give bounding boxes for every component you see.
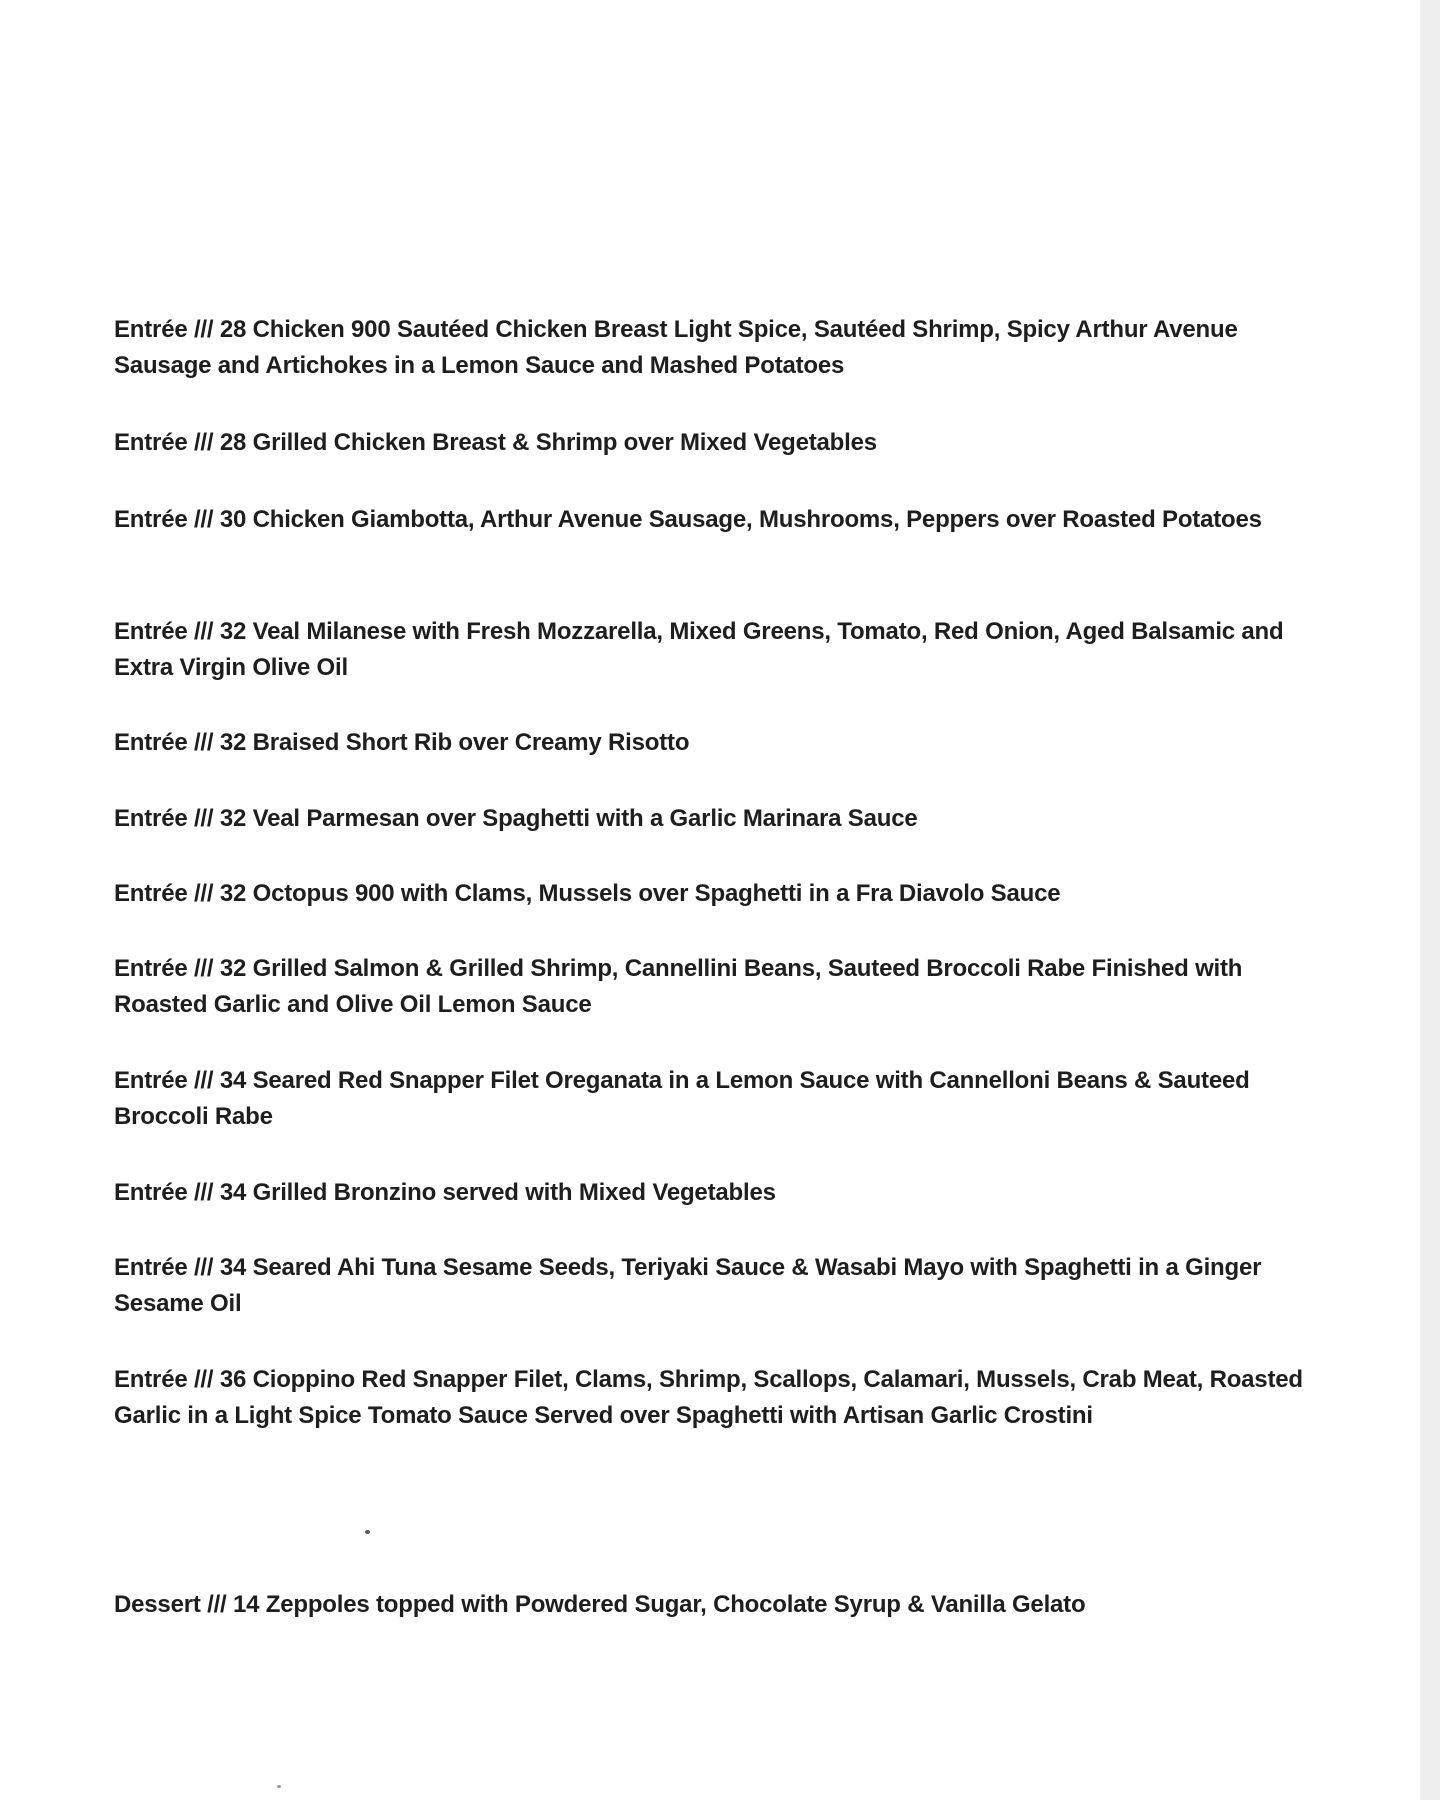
menu-item-dessert-zeppoles: Dessert /// 14 Zeppoles topped with Powdered Sugar, Chocolate Syrup & Vanilla Gelato xyxy=(114,1591,1086,1618)
menu-item-octopus-900: Entrée /// 32 Octopus 900 with Clams, Mussels over Spaghetti in a Fra Diavolo Sauce xyxy=(114,880,1061,907)
menu-item-braised-short-rib: Entrée /// 32 Braised Short Rib over Creamy Risotto xyxy=(114,729,690,756)
menu-item-grilled-bronzino: Entrée /// 34 Grilled Bronzino served with Mixed Vegetables xyxy=(114,1179,776,1206)
scan-edge-shadow xyxy=(1420,0,1440,1800)
scan-speck xyxy=(365,1530,370,1534)
scan-speck xyxy=(277,1785,281,1788)
menu-item-grilled-chicken-shrimp: Entrée /// 28 Grilled Chicken Breast & Shrimp over Mixed Vegetables xyxy=(114,429,877,456)
menu-item-ahi-tuna: Entrée /// 34 Seared Ahi Tuna Sesame Seeds, Teriyaki Sauce & Wasabi Mayo with Spaghetti in a Ginger Sesame Oil xyxy=(114,1254,1262,1317)
menu-item-cioppino: Entrée /// 36 Cioppino Red Snapper Filet, Clams, Shrimp, Scallops, Calamari, Mussels, Crab Meat, Roasted Garlic in a Light Spice Tomato Sauce Served over Spaghetti with Artisan Garlic Crostini xyxy=(114,1366,1303,1429)
menu-item-red-snapper: Entrée /// 34 Seared Red Snapper Filet Oreganata in a Lemon Sauce with Cannelloni Beans & Sauteed Broccoli Rabe xyxy=(114,1067,1250,1130)
menu-item-grilled-salmon: Entrée /// 32 Grilled Salmon & Grilled Shrimp, Cannellini Beans, Sauteed Broccoli Rabe Finished with Roasted Garlic and Olive Oil Lemon Sauce xyxy=(114,955,1243,1018)
menu-item-chicken-giambotta: Entrée /// 30 Chicken Giambotta, Arthur Avenue Sausage, Mushrooms, Peppers over Roasted Potatoes xyxy=(114,506,1262,533)
menu-item-veal-parmesan: Entrée /// 32 Veal Parmesan over Spaghetti with a Garlic Marinara Sauce xyxy=(114,805,918,832)
menu-item-chicken-900: Entrée /// 28 Chicken 900 Sautéed Chicken Breast Light Spice, Sautéed Shrimp, Spicy Arthur Avenue Sausage and Artichokes in a Lemon Sauce and Mashed Potatoes xyxy=(114,316,1238,379)
menu-item-veal-milanese: Entrée /// 32 Veal Milanese with Fresh Mozzarella, Mixed Greens, Tomato, Red Onion, Aged Balsamic and Extra Virgin Olive Oil xyxy=(114,618,1284,681)
